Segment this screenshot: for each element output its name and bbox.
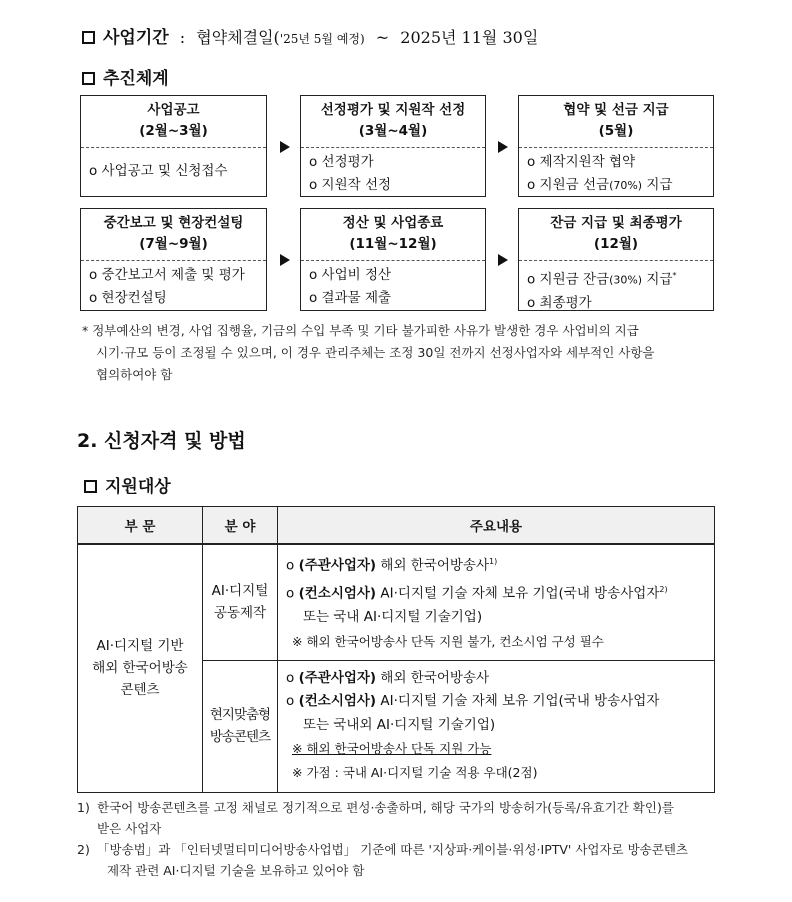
footnote-2: 2) 「방송법」과 「인터넷멀티미디어방송사업법」 기준에 따른 '지상파·케이블·위성·IPTV' 사업자로 방송콘텐츠 제작 관련 AI·디지털 기술을 보유하고 있어야 함	[77, 842, 688, 878]
budget-note: * 정부예산의 변경, 사업 집행율, 기금의 수입 부족 및 기타 불가피한 사유가 발생한 경우 사업비의 지급 시기·규모 등이 조정될 수 있으며, 이 경우 관리주체는 조정 30일 전까지 선정사업자와 세부적인 사항을 협의하여야 함	[82, 323, 655, 382]
category-cell: AI·디지털 기반 해외 한국어방송 콘텐츠	[78, 544, 203, 792]
table-header-row	[78, 507, 715, 545]
step-box-agreement: 협약 및 선금 지급 (5월) o 제작지원작 협약 o 지원금 선금(70%) 지급	[518, 95, 714, 197]
period-colon: :	[179, 28, 186, 47]
content-cell: o (주관사업자) 해외 한국어방송사$^{1)}$ o (컨소시엄사) AI·디지털 기술 자체 보유 기업(국내 방송사업자$^{2)}$ 또는 국내 AI·디지털 기술기업) ※ 해외 한국어방송사 단독 지원 불가, 컨소시엄 구성 필수	[278, 544, 715, 660]
header-content: 주요내용	[278, 507, 715, 545]
step-box-settlement: 정산 및 사업종료 (11월~12월) o 사업비 정산 o 결과물 제출	[300, 208, 486, 311]
checkbox-square-icon	[84, 480, 97, 493]
table-row	[78, 544, 715, 660]
footnote-1: 1) 한국어 방송콘텐츠를 고정 채널로 정기적으로 편성·송출하며, 해당 국가의 방송허가(등록/유효기간 확인)를 받은 사업자	[77, 800, 674, 836]
period-heading: 사업기간	[103, 28, 169, 48]
arrow-right-icon	[498, 254, 508, 266]
section-title: 2. 신청자격 및 방법	[77, 430, 246, 452]
field-cell: 현지맞춤형 방송콘텐츠	[203, 660, 278, 792]
arrow-right-icon	[280, 254, 290, 266]
arrow-right-icon	[498, 141, 508, 153]
header-category: 부 문	[78, 507, 203, 545]
field-cell: AI·디지털 공동제작	[203, 544, 278, 660]
step-box-announcement: 사업공고 (2월~3월) o 사업공고 및 신청접수	[80, 95, 267, 197]
step-box-selection: 선정평가 및 지원작 선정 (3월~4월) o 선정평가 o 지원작 선정	[300, 95, 486, 197]
step-box-final: 잔금 지급 및 최종평가 (12월) o 지원금 잔금(30%) 지급* o 최종평가	[518, 208, 714, 311]
arrow-right-icon	[280, 141, 290, 153]
period-tilde: ~	[375, 28, 390, 47]
content-cell: o (주관사업자) 해외 한국어방송사 o (컨소시엄사) AI·디지털 기술 자체 보유 기업(국내 방송사업자 또는 국내외 AI·디지털 기술기업) ※ 해외 한국어방송사 단독 지원 가능 ※ 가점 : 국내 AI·디지털 기술 적용 우대(2점)	[278, 660, 715, 792]
checkbox-square-icon	[82, 31, 95, 44]
period-end: 2025년 11월 30일	[400, 28, 539, 47]
header-field: 분 야	[203, 507, 278, 545]
step-box-interim: 중간보고 및 현장컨설팅 (7월~9월) o 중간보고서 제출 및 평가 o 현장컨설팅	[80, 208, 267, 311]
target-heading: 지원대상	[84, 472, 171, 497]
project-period	[82, 23, 538, 48]
structure-heading: 추진체계	[82, 64, 169, 89]
footnotes	[77, 797, 727, 881]
period-start: 협약체결일('25년 5월 예정)	[196, 28, 365, 47]
checkbox-square-icon	[82, 72, 95, 85]
eligibility-table	[77, 506, 715, 793]
